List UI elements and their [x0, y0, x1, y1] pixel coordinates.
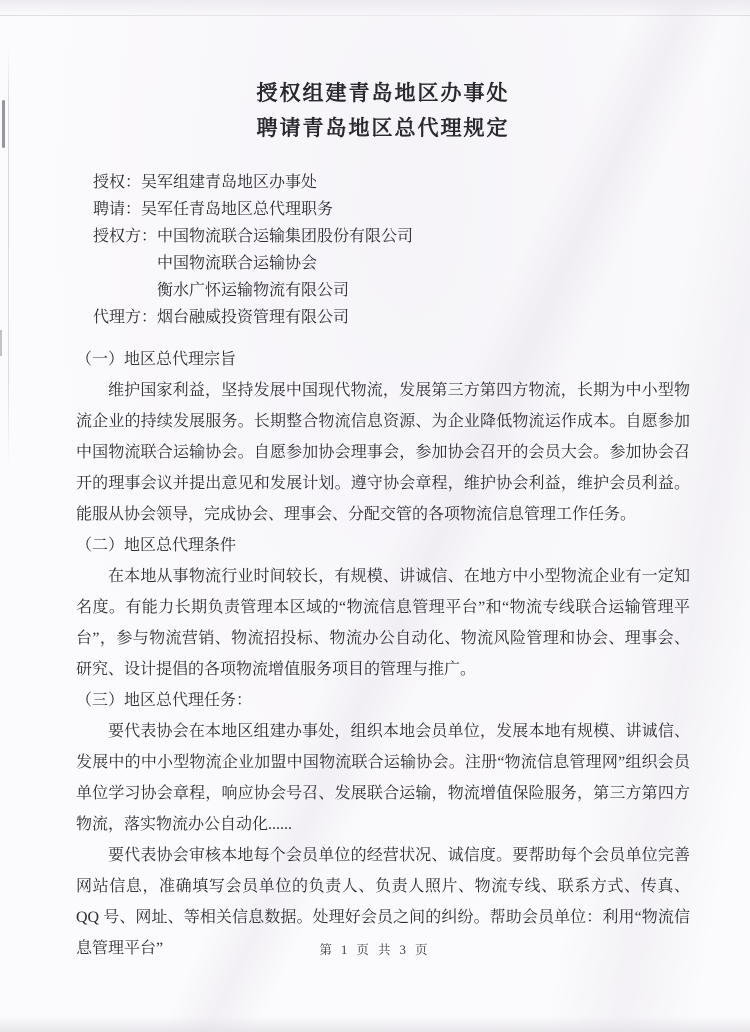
section-3-paragraph-2: 要代表协会审核本地每个会员单位的经营状况、诚信度。要帮助每个会员单位完善网站信息，准确填写会员单位的负责人、负责人照片、物流专线、联系方式、传真、QQ 号、网址、等相关信息数据。处理好会员之间的纠纷。帮助会员单位：利用“物流信息管理平台”	[76, 847, 690, 957]
section-1-paragraph-1: 维护国家利益，坚持发展中国现代物流，发展第三方第四方物流，长期为中小型物流企业的持续发展服务。长期整合物流信息资源、为企业降低物流运作成本。自愿参加中国物流联合运输协会。自愿参加协会理事会，参加协会召开的会员大会。参加协会召开的理事会议并提出意见和发展计划。遵守协会章程，维护协会利益，维护会员利益。能服从协会领导，完成协会、理事会、分配交管的各项物流信息管理工作任务。	[76, 382, 690, 523]
section-1-heading: （一）地区总代理宗旨	[76, 351, 237, 368]
document-body	[76, 344, 690, 964]
authorizer-label: 授权方：	[93, 228, 158, 245]
agent-label: 代理方：	[93, 309, 158, 326]
section-3-paragraph-1: 要代表协会在本地区组建办事处，组织本地会员单位，发展本地有规模、讲诚信、发展中的中小型物流企业加盟中国物流联合运输协会。注册“物流信息管理网”组织会员单位学习协会章程，响应协会号召、发展联合运输，物流增值保险服务，第三方第四方物流，落实物流办公自动化......	[76, 723, 690, 833]
agent-name: 烟台融威投资管理有限公司	[157, 309, 350, 326]
document-title-line-1: 授权组建青岛地区办事处	[256, 81, 510, 105]
agent-line	[93, 304, 690, 331]
page-number-footer: 第 1 页 共 3 页	[319, 943, 431, 957]
document-header-block	[93, 169, 690, 331]
authorizer-line-1	[93, 223, 690, 250]
document-title	[76, 76, 690, 146]
section-2-heading: （二）地区总代理条件	[76, 537, 237, 554]
authorizer-line-2: 中国物流联合运输协会	[157, 255, 318, 272]
authorizer-line-3: 衡水广怀运输物流有限公司	[157, 282, 350, 299]
authorizer-name-1: 中国物流联合运输集团股份有限公司	[157, 228, 414, 245]
document-title-line-2: 聘请青岛地区总代理规定	[256, 116, 510, 140]
authorization-line: 授权：吴军组建青岛地区办事处	[93, 174, 318, 191]
section-2-paragraph-1: 在本地从事物流行业时间较长，有规模、讲诚信、在地方中小型物流企业有一定知名度。有能力长期负责管理本区域的“物流信息管理平台”和“物流专线联合运输管理平台”，参与物流营销、物流招投标、物流办公自动化、物流风险管理和协会、理事会、研究、设计提倡的各项物流增值服务项目的管理与推广。	[76, 568, 690, 678]
appointment-line: 聘请：吴军任青岛地区总代理职务	[93, 201, 334, 218]
section-3-heading: （三）地区总代理任务：	[76, 692, 253, 709]
